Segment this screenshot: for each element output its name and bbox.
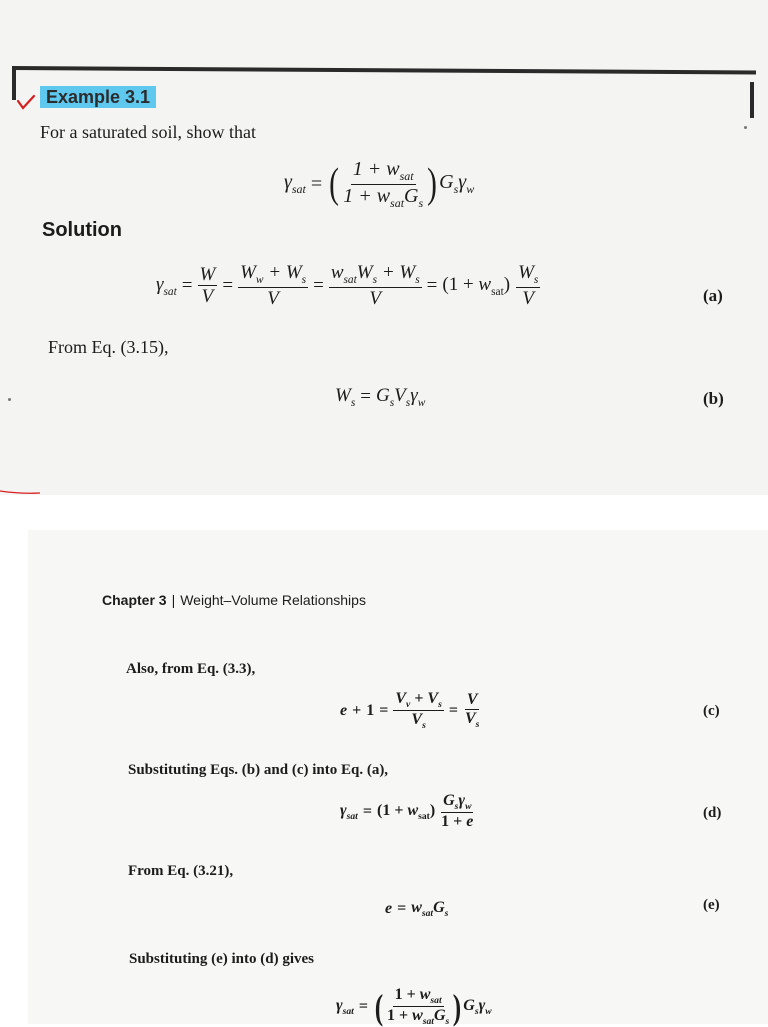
header-separator: | [171,592,176,608]
equation-a: $\gamma_{sat}$ = $\frac{W}{V}$ = $\frac{W_w + W_s}{V}$ = $\frac{w_{sat}W_s + W_s}{V}$ = $(1 + w_{sat})$ $\frac{W_s}{V}$ [156,262,539,309]
chapter-title: Weight–Volume Relationships [180,592,366,608]
running-header [102,592,366,608]
intro-text: For a saturated soil, show that [40,122,256,142]
scan-page-top [0,0,768,495]
equation-b: $W_s$ = $G_sV_s\gamma_w$ [335,385,426,409]
red-check-mark-icon [16,92,36,112]
equation-claim: $\gamma_{sat}$ = ( $\frac{1 + w_{sat}}{1 + w_{sat}G_s}$ ) $G_s\gamma_w$ [284,158,475,210]
equation-label-e: (e) [703,897,720,913]
substituting-e-text: Substituting (e) into (d) gives [129,951,315,967]
equation-label-d: (d) [703,805,722,821]
equation-e: e = $w_{sat}G_s$ [385,899,449,920]
from-eq-321-text: From Eq. (3.21), [128,863,234,879]
equation-label-a: (a) [703,286,723,305]
equation-final: $\gamma_{sat}$ = ( $\frac{1 + w_{sat}}{1 + w_{sat}G_s}$ ) $G_s\gamma_w$ [336,986,492,1027]
scan-speck [8,398,11,401]
substituting-bc-text: Substituting Eqs. (b) and (c) into Eq. (a), [128,762,389,778]
equation-label-b: (b) [703,389,724,408]
chapter-label: Chapter 3 [102,592,167,608]
also-from-eq-33-text: Also, from Eq. (3.3), [126,661,256,677]
equation-d: $\gamma_{sat}$ = $(1 + w_{sat})$ $\frac{G_s\gamma_w}{1 + e}$ [340,792,474,831]
scan-speck [744,126,747,129]
equation-c: e + 1 = $\frac{V_v + V_s}{V_s}$ = $\frac{V}{V_s}$ [340,690,480,732]
red-pen-stroke-icon [0,488,40,496]
from-eq-315-text: From Eq. (3.15), [48,337,169,357]
solution-heading: Solution [42,219,122,241]
example-frame-right-rule [750,82,754,118]
example-badge: Example 3.1 [40,86,156,108]
equation-label-c: (c) [703,703,720,719]
